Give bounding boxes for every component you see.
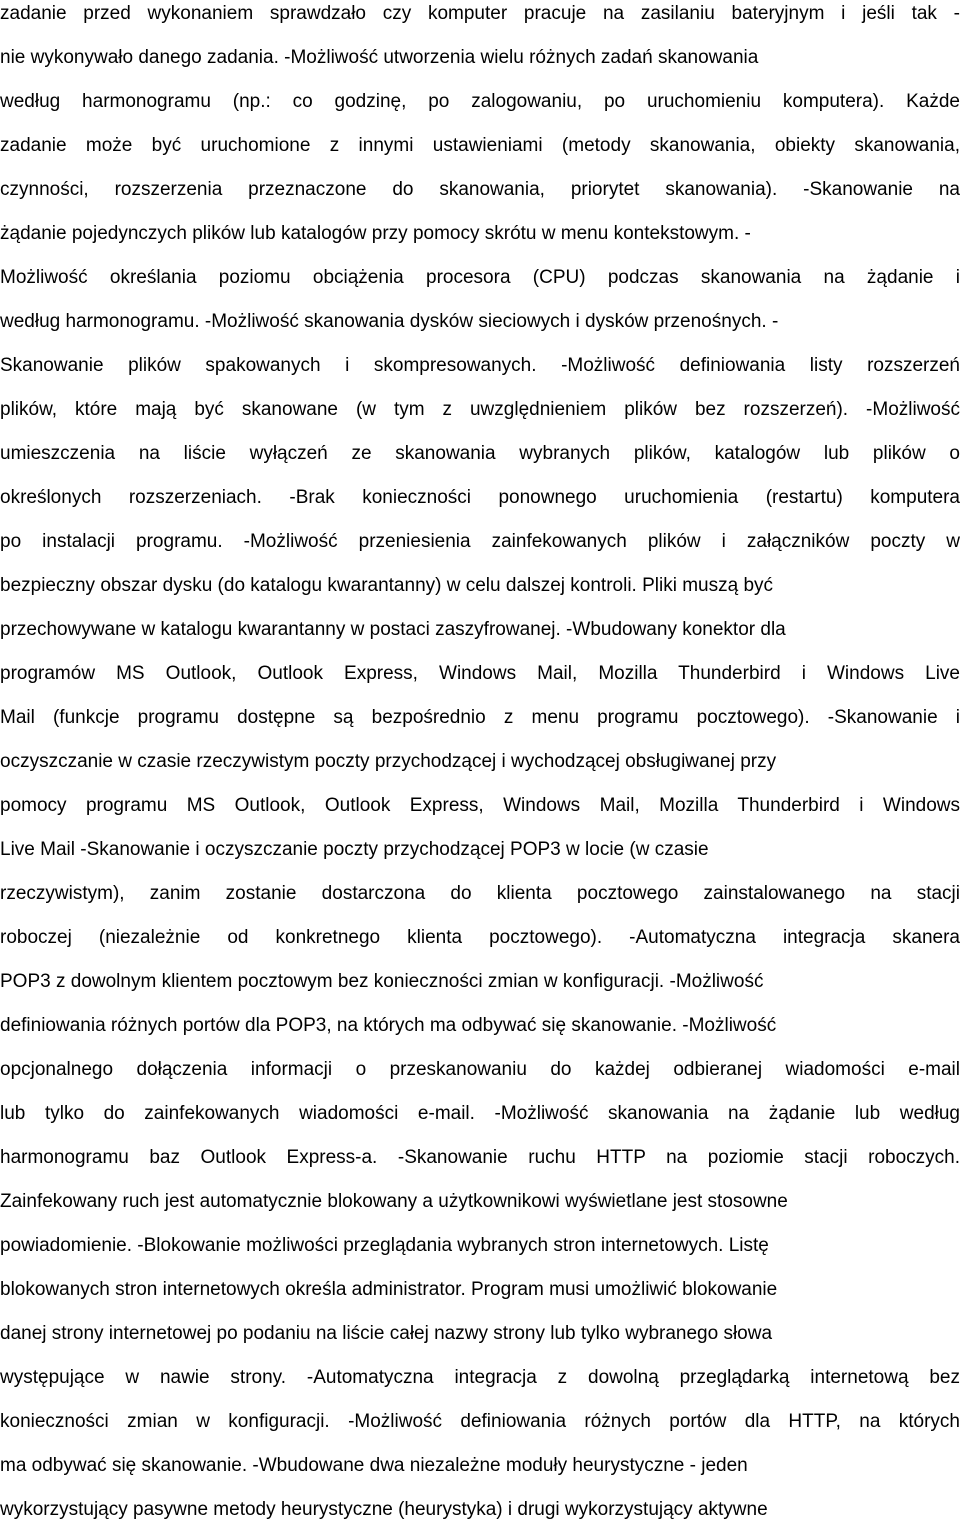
text-line: według harmonogramu. -Możliwość skanowania dysków sieciowych i dysków przenośnych. - xyxy=(0,311,779,332)
text-line: przechowywane w katalogu kwarantanny w postaci zaszyfrowanej. -Wbudowany konektor dla xyxy=(0,619,786,640)
text-line: zadanie przed wykonaniem sprawdzało czy komputer pracuje na zasilaniu bateryjnym i jeśli tak - xyxy=(0,3,960,24)
text-line: harmonogramu baz Outlook Express-a. -Skanowanie ruchu HTTP na poziomie stacji roboczych. xyxy=(0,1147,960,1168)
text-line: Mail (funkcje programu dostępne są bezpośrednio z menu programu pocztowego). -Skanowanie i xyxy=(0,707,960,728)
text-line: plików, które mają być skanowane (w tym z uwzględnieniem plików bez rozszerzeń). -Możliwość xyxy=(0,399,960,420)
text-line: roboczej (niezależnie od konkretnego klienta pocztowego). -Automatyczna integracja skanera xyxy=(0,927,960,948)
text-line: opcjonalnego dołączenia informacji o przeskanowaniu do każdej odbieranej wiadomości e-mail xyxy=(0,1059,960,1080)
text-line: żądanie pojedynczych plików lub katalogów przy pomocy skrótu w menu kontekstowym. - xyxy=(0,223,751,244)
text-line: danej strony internetowej po podaniu na liście całej nazwy strony lub tylko wybranego słowa xyxy=(0,1323,773,1344)
text-line: POP3 z dowolnym klientem pocztowym bez konieczności zmian w konfiguracji. -Możliwość xyxy=(0,971,764,992)
text-line: definiowania różnych portów dla POP3, na których ma odbywać się skanowanie. -Możliwość xyxy=(0,1015,777,1036)
text-line: według harmonogramu (np.: co godzinę, po zalogowaniu, po uruchomieniu komputera). Każde xyxy=(0,91,960,112)
text-line: nie wykonywało danego zadania. -Możliwość utworzenia wielu różnych zadań skanowania xyxy=(0,47,759,68)
text-line: występujące w nawie strony. -Automatyczna integracja z dowolną przeglądarką internetową bez xyxy=(0,1367,960,1388)
text-line: czynności, rozszerzenia przeznaczone do skanowania, priorytet skanowania). -Skanowanie na xyxy=(0,179,960,200)
text-line: określonych rozszerzeniach. -Brak konieczności ponownego uruchomienia (restartu) komputera xyxy=(0,487,960,508)
text-line: wykorzystujący pasywne metody heurystyczne (heurystyka) i drugi wykorzystujący aktywne xyxy=(0,1499,768,1520)
text-line: rzeczywistym), zanim zostanie dostarczona do klienta pocztowego zainstalowanego na stacji xyxy=(0,883,960,904)
text-line: konieczności zmian w konfiguracji. -Możliwość definiowania różnych portów dla HTTP, na których xyxy=(0,1411,960,1432)
text-line: ma odbywać się skanowanie. -Wbudowane dwa niezależne moduły heurystyczne - jeden xyxy=(0,1455,748,1476)
text-line: oczyszczanie w czasie rzeczywistym poczty przychodzącej i wychodzącej obsługiwanej przy xyxy=(0,751,777,772)
text-line: zadanie może być uruchomione z innymi ustawieniami (metody skanowania, obiekty skanowania, xyxy=(0,135,960,156)
text-line: Skanowanie plików spakowanych i skompresowanych. -Możliwość definiowania listy rozszerzeń xyxy=(0,355,960,376)
text-line: Możliwość określania poziomu obciążenia procesora (CPU) podczas skanowania na żądanie i xyxy=(0,267,960,288)
text-line: po instalacji programu. -Możliwość przeniesienia zainfekowanych plików i załączników poczty w xyxy=(0,531,960,552)
text-line: pomocy programu MS Outlook, Outlook Express, Windows Mail, Mozilla Thunderbird i Windows xyxy=(0,795,960,816)
text-line: umieszczenia na liście wyłączeń ze skanowania wybranych plików, katalogów lub plików o xyxy=(0,443,960,464)
text-line: Zainfekowany ruch jest automatycznie blokowany a użytkownikowi wyświetlane jest stosowne xyxy=(0,1191,788,1212)
text-line: bezpieczny obszar dysku (do katalogu kwarantanny) w celu dalszej kontroli. Pliki muszą być xyxy=(0,575,774,596)
text-line: blokowanych stron internetowych określa administrator. Program musi umożliwić blokowanie xyxy=(0,1279,778,1300)
text-line: programów MS Outlook, Outlook Express, Windows Mail, Mozilla Thunderbird i Windows Live xyxy=(0,663,960,684)
text-line: powiadomienie. -Blokowanie możliwości przeglądania wybranych stron internetowych. Listę xyxy=(0,1235,769,1256)
text-line: lub tylko do zainfekowanych wiadomości e-mail. -Możliwość skanowania na żądanie lub według xyxy=(0,1103,960,1124)
text-line: Live Mail -Skanowanie i oczyszczanie poczty przychodzącej POP3 w locie (w czasie xyxy=(0,839,709,860)
